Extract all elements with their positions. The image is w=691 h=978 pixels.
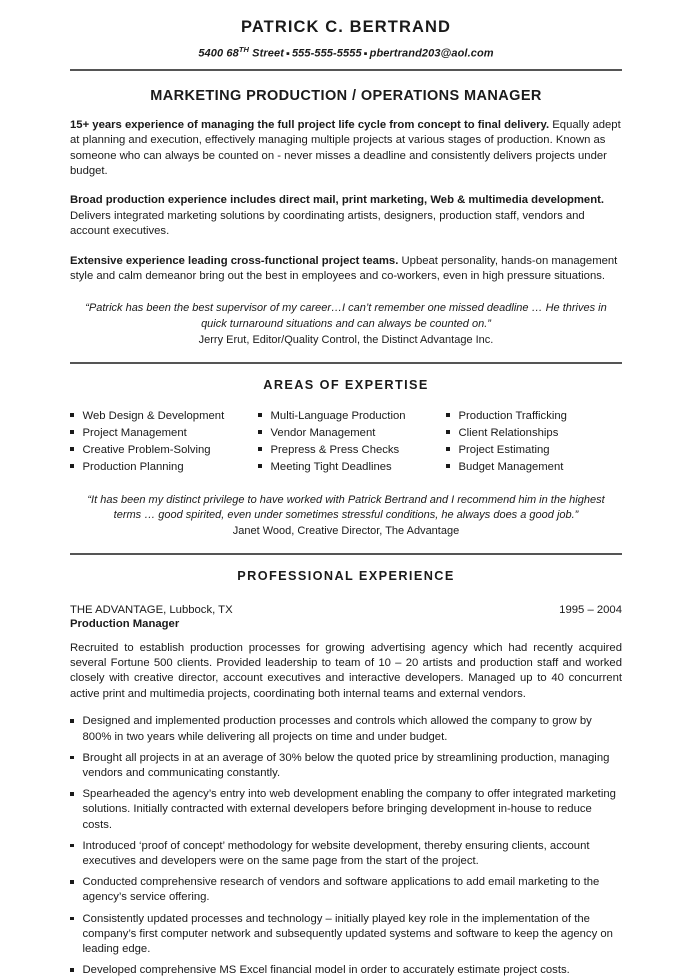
square-bullet-icon (70, 719, 74, 723)
summary-lead: 15+ years experience of managing the full project life cycle from concept to final delivery. (70, 118, 550, 131)
email-address[interactable]: pbertrand203@aol.com (369, 47, 494, 60)
summary-paragraph (70, 118, 622, 180)
job-target-headline: MARKETING PRODUCTION / OPERATIONS MANAGER (150, 87, 542, 104)
expertise-item-label: Multi-Language Production (270, 410, 406, 423)
summary-lead: Broad production experience includes direct mail, print marketing, Web & multimedia development. (70, 194, 604, 207)
summary-lead: Extensive experience leading cross-functional project teams. (70, 254, 399, 267)
summary-paragraph (70, 193, 622, 239)
expertise-item (258, 425, 446, 442)
expertise-item-label: Production Planning (82, 461, 184, 474)
achievement-text: Designed and implemented production processes and controls which allowed the company to grow by 800% in two years while delivering all projects on time and under budget. (82, 715, 592, 743)
contact-line (70, 45, 622, 60)
header-divider (70, 69, 622, 71)
experience-section-divider (70, 553, 622, 555)
square-bullet-icon (70, 413, 74, 417)
summary-paragraph (70, 254, 622, 285)
square-bullet-icon (70, 917, 74, 921)
expertise-item-label: Vendor Management (270, 427, 376, 440)
achievement-item (70, 875, 622, 905)
job-description: Recruited to establish production processes for growing advertising agency which had recently acquired several Fortune 500 clients. Provided leadership to team of 10 – 20 artists and production staff and worked closely with creative director, account executives and interactive developers. Managed up to 40 concurrent active print and multimedia projects, coordinating both internal teams and external vendors. (70, 641, 622, 700)
square-bullet-icon (446, 430, 450, 434)
job-achievements-list (70, 714, 622, 978)
achievement-text: Spearheaded the agency’s entry into web development enabling the company to offer integrated marketing solutions. Initially contracted with external developers before bringing development in-house to reduce costs. (82, 788, 616, 831)
expertise-column-two (258, 408, 446, 476)
expertise-item (258, 408, 446, 425)
achievement-item (70, 714, 622, 744)
expertise-item (446, 425, 622, 442)
job-company: THE ADVANTAGE, Lubbock, TX (70, 603, 233, 616)
section-title-experience: PROFESSIONAL EXPERIENCE (237, 568, 455, 583)
expertise-column-three (446, 408, 622, 476)
expertise-section-divider (70, 362, 622, 364)
expertise-item-label: Meeting Tight Deadlines (270, 461, 392, 474)
square-bullet-icon (258, 464, 262, 468)
achievement-text: Developed comprehensive MS Excel financial model in order to accurately estimate project costs. (82, 964, 570, 977)
expertise-item (446, 442, 622, 459)
expertise-item-label: Client Relationships (458, 427, 559, 440)
testimonial-text: “Patrick has been the best supervisor of my career…I can’t remember one missed deadline … He thrives in quick turnaround situations and can always be counted on.” (85, 302, 607, 330)
square-bullet-icon (70, 464, 74, 468)
job-position-title: Production Manager (70, 617, 180, 630)
street-address-number: 5400 68 (198, 47, 239, 60)
section-title-expertise: AREAS OF EXPERTISE (263, 378, 429, 393)
resume-page (0, 18, 691, 977)
square-bullet-icon (70, 756, 74, 760)
testimonial-quote (70, 301, 622, 348)
expertise-item (70, 408, 258, 425)
square-bullet-icon (70, 430, 74, 434)
street-ordinal-suffix: TH (238, 45, 250, 55)
expertise-item (258, 442, 446, 459)
achievement-item (70, 787, 622, 833)
achievement-text: Introduced ‘proof of concept’ methodology for website development, thereby ensuring clients, account executives and developers were on the same page from the start of the project. (82, 839, 590, 867)
expertise-columns (70, 408, 622, 476)
testimonial-attribution: Jerry Erut, Editor/Quality Control, the Distinct Advantage Inc. (198, 333, 494, 346)
expertise-item (258, 459, 446, 476)
achievement-text: Brought all projects in at an average of 30% below the quoted price by streamlining production, managing vendors and communicating constantly. (82, 751, 610, 779)
expertise-item-label: Web Design & Development (82, 410, 225, 423)
square-bullet-icon (70, 968, 74, 972)
testimonial-quote (70, 493, 622, 540)
expertise-item-label: Production Trafficking (458, 410, 567, 423)
square-bullet-icon (258, 447, 262, 451)
expertise-item-label: Prepress & Press Checks (270, 444, 400, 457)
expertise-column-one (70, 408, 258, 476)
contact-separator-one: ▪ (285, 47, 290, 60)
square-bullet-icon (446, 447, 450, 451)
square-bullet-icon (70, 880, 74, 884)
testimonial-text: “It has been my distinct privilege to have worked with Patrick Bertrand and I recommend him in the highest terms … good spirited, even under sometimes stressful conditions, he always does a good job.” (87, 494, 605, 522)
square-bullet-icon (70, 792, 74, 796)
square-bullet-icon (446, 464, 450, 468)
contact-separator-two: ▪ (363, 47, 368, 60)
expertise-item-label: Creative Problem-Solving (82, 444, 211, 457)
achievement-text: Consistently updated processes and technology – initially played key role in the implementation of the company’s first computer network and subsequently updated systems and software to keep the agency on leading edge. (82, 912, 613, 955)
achievement-text: Conducted comprehensive research of vendors and software applications to add email marketing to the agency’s service offering. (82, 876, 600, 904)
candidate-name: PATRICK C. BERTRAND (240, 18, 452, 36)
phone-number: 555-555-5555 (291, 47, 362, 60)
summary-body: Delivers integrated marketing solutions by coordinating artists, designers, production staff, vendors and account executives. (70, 209, 585, 238)
expertise-item-label: Project Management (82, 427, 187, 440)
job-header (70, 604, 622, 616)
square-bullet-icon (258, 413, 262, 417)
summary-body: Equally adept at planning and execution, effectively managing multiple projects at various stages of production. Known as someone who can always be counted on - never misses a deadline and consistently delivers projects under budget. (70, 118, 621, 178)
square-bullet-icon (70, 447, 74, 451)
job-dates: 1995 – 2004 (559, 603, 622, 616)
expertise-item-label: Budget Management (458, 461, 564, 474)
achievement-item (70, 963, 622, 978)
expertise-item-label: Project Estimating (458, 444, 550, 457)
expertise-item (70, 442, 258, 459)
summary-body: Upbeat personality, hands-on management style and calm demeanor bring out the best in employees and co-workers, even in high pressure situations. (70, 254, 618, 283)
expertise-item (70, 425, 258, 442)
square-bullet-icon (70, 844, 74, 848)
street-address-rest: Street (249, 47, 284, 60)
achievement-item (70, 839, 622, 869)
achievement-item (70, 912, 622, 958)
resume-content (70, 18, 622, 978)
square-bullet-icon (446, 413, 450, 417)
expertise-item (70, 459, 258, 476)
square-bullet-icon (258, 430, 262, 434)
achievement-item (70, 751, 622, 781)
expertise-item (446, 459, 622, 476)
expertise-item (446, 408, 622, 425)
testimonial-attribution: Janet Wood, Creative Director, The Advantage (232, 525, 460, 538)
